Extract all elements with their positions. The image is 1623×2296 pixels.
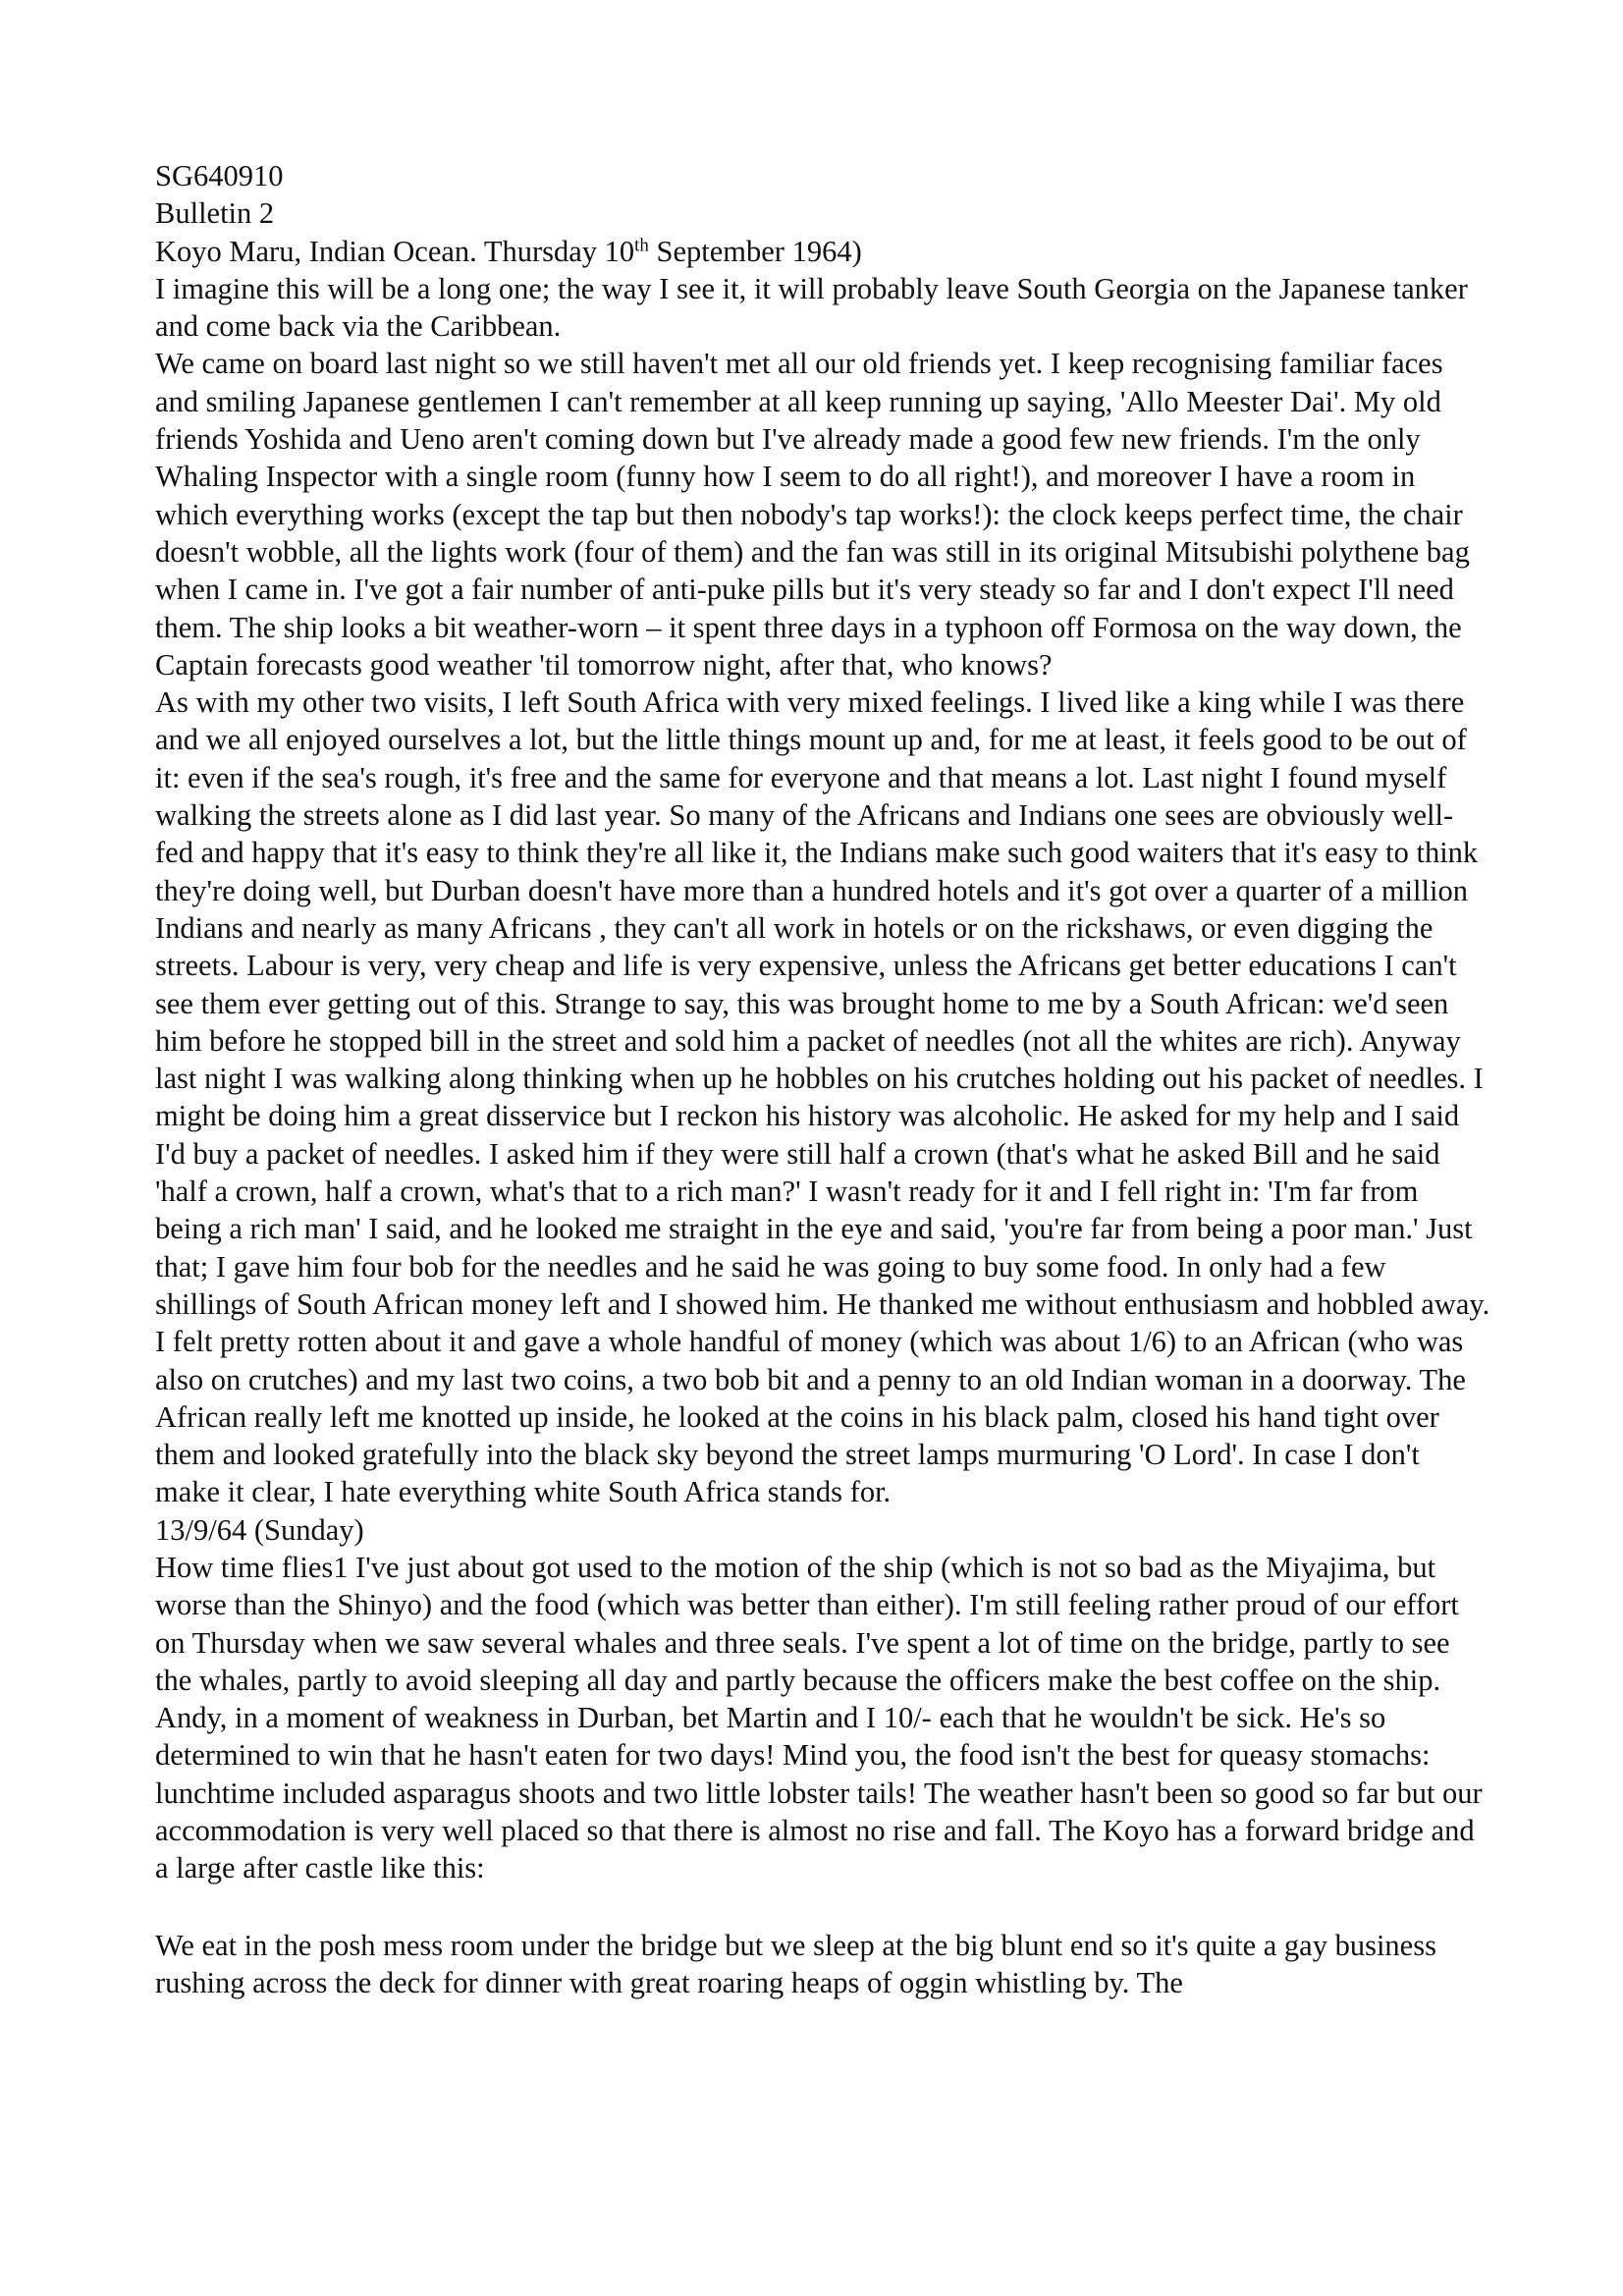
bulletin-number: Bulletin 2 bbox=[155, 196, 275, 231]
letter-body bbox=[155, 157, 1490, 2001]
document-reference: SG640910 bbox=[155, 159, 284, 192]
dateline bbox=[155, 233, 1490, 270]
paragraph: How time flies1 I've just about got used to the motion of the ship (which is not so bad as the Miyajima, but worse than the Shinyo) and the food (which was better than either). I'm still feeling rather proud of our effort on Thursday when we saw several whales and three seals. I've spent a lot of time on the bridge, partly to see the whales, partly to avoid sleeping all day and partly because the officers make the best coffee on the ship. Andy, in a moment of weakness in Durban, bet Martin and I 10/- each that he wouldn't be sick. He's so determined to win that he hasn't eaten for two days! Mind you, the food isn't the best for queasy stomachs: lunchtime included asparagus shoots and two little lobster tails! The weather hasn't been so good so far but our accommodation is very well placed so that there is almost no rise and fall. The Koyo has a forward bridge and a large after castle like this: bbox=[155, 1550, 1483, 1886]
dateline-ordinal: th bbox=[634, 235, 649, 256]
second-dateline: 13/9/64 (Sunday) bbox=[155, 1512, 364, 1547]
final-paragraph: We eat in the posh mess room under the bridge but we sleep at the big blunt end so it's quite a gay business rushing across the deck for dinner with great roaring heaps of oggin whistling by. The bbox=[155, 1928, 1436, 1999]
dateline-text: Koyo Maru, Indian Ocean. Thursday 10 bbox=[155, 234, 635, 268]
paragraph: As with my other two visits, I left South Africa with very mixed feelings. I lived like a king while I was there and we all enjoyed ourselves a lot, but the little things mount up and, for me at least, it feels good to be out of it: even if the sea's rough, it's free and the same for everyone and that means a lot. Last night I found myself walking the streets alone as I did last year. So many of the Africans and Indians one sees are obviously well-fed and happy that it's easy to think they're all like it, the Indians make such good waiters that it's easy to think they're doing well, but Durban doesn't have more than a hundred hotels and it's got over a quarter of a million Indians and nearly as many Africans , they can't all work in hotels or on the rickshaws, or even digging the streets. Labour is very, very cheap and life is very expensive, unless the Africans get better educations I can't see them ever getting out of this. Strange to say, this was brought home to me by a South African: we'd seen him before he stopped bill in the street and sold him a packet of needles (not all the whites are rich). Anyway last night I was walking along thinking when up he hobbles on his crutches holding out his packet of needles. I might be doing him a great disservice but I reckon his history was alcoholic. He asked for my help and I said I'd buy a packet of needles. I asked him if they were still half a crown (that's what he asked Bill and he said 'half a crown, half a crown, what's that to a rich man?' I wasn't ready for it and I fell right in: 'I'm far from being a rich man' I said, and he looked me straight in the eye and said, 'you're far from being a poor man.' Just that; I gave him four bob for the needles and he said he was going to buy some food. In only had a few shillings of South African money left and I showed him. He thanked me without enthusiasm and hobbled away. I felt pretty rotten about it and gave a whole handful of money (which was about 1/6) to an African (who was also on crutches) and my last two coins, a two bob bit and a penny to an old Indian woman in a doorway. The African really left me knotted up inside, he looked at the coins in his black palm, closed his hand tight over them and looked gratefully into the black sky beyond the street lamps murmuring 'O Lord'. In case I don't make it clear, I hate everything white South Africa stands for. bbox=[155, 685, 1490, 1509]
paragraph: We came on board last night so we still haven't met all our old friends yet. I keep recognising familiar faces and smiling Japanese gentlemen I can't remember at all keep running up saying, 'Allo Meester Dai'. My old friends Yoshida and Ueno aren't coming down but I've already made a good few new friends. I'm the only Whaling Inspector with a single room (funny how I seem to do all right!), and moreover I have a room in which everything works (except the tap but then nobody's tap works!): the clock keeps perfect time, the chair doesn't wobble, all the lights work (four of them) and the fan was still in its original Mitsubishi polythene bag when I came in. I've got a fair number of anti-puke pills but it's very steady so far and I don't expect I'll need them. The ship looks a bit weather-worn – it spent three days in a typhoon off Formosa on the way down, the Captain forecasts good weather 'til tomorrow night, after that, who knows? bbox=[155, 347, 1470, 682]
dateline-month-year: September 1964) bbox=[648, 234, 862, 268]
paragraph: I imagine this will be a long one; the way I see it, it will probably leave South Georgia on the Japanese tanker and come back via the Caribbean. bbox=[155, 271, 1468, 344]
